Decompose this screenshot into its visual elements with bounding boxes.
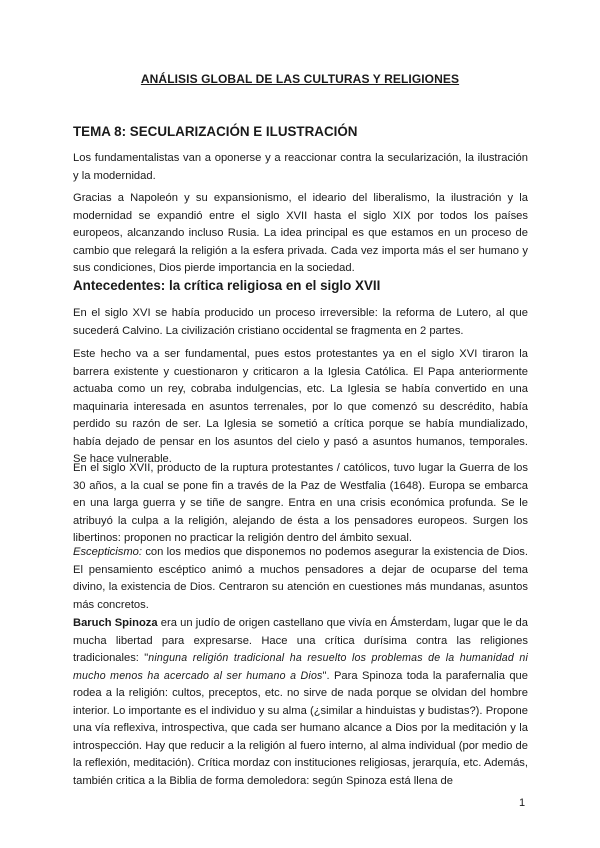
paragraph-fundamentalistas: Los fundamentalistas van a oponerse y a reaccionar contra la secularización, la ilustración y la modernidad. bbox=[73, 152, 528, 182]
section-heading: Antecedentes: la crítica religiosa en el siglo XVII bbox=[73, 278, 381, 293]
paragraph-escepticismo bbox=[73, 544, 528, 614]
spinoza-name: Baruch Spinoza bbox=[73, 617, 158, 629]
spinoza-quote: ninguna religión tradicional ha resuelto los problemas de la humanidad ni mucho menos ha acercado al ser humano a Dios bbox=[73, 652, 529, 682]
paragraph-reforma: En el siglo XVI se había producido un proceso irreversible: la reforma de Lutero, al que sucederá Calvino. La civilización cristiano occidental se fragmenta en 2 partes. bbox=[73, 307, 528, 337]
paragraph-spinoza bbox=[73, 615, 528, 790]
paragraph-napoleon: Gracias a Napoleón y su expansionismo, el ideario del liberalismo, la ilustración y la modernidad se expandió entre el siglo XVII hasta el siglo XIX por todos los países europeos, alcanzando incluso Rusia. La idea principal es que estamos en un proceso de cambio que relegará la religión a la esfera privada. Cada vez importa más el ser humano y sus condiciones, Dios pierde importancia en la sociedad. bbox=[73, 192, 528, 274]
page-number: 1 bbox=[519, 797, 526, 809]
document-title: ANÁLISIS GLOBAL DE LAS CULTURAS Y RELIGIONES bbox=[140, 72, 460, 86]
escepticismo-term: Escepticismo: bbox=[73, 546, 143, 558]
paragraph-guerra: En el siglo XVII, producto de la ruptura protestantes / católicos, tuvo lugar la Guerra de los 30 años, a la cual se pone fin a través de la Paz de Westfalia (1648). Europa se embarca en una larga guerra y se tiñe de sangre. Entra en una crisis económica profunda. Se le atribuyó la culpa a la religión, alejando de ésta a los pensadores europeos. Surgen los libertinos: proponen no practicar la religión dentro del ámbito sexual. bbox=[73, 462, 528, 544]
escepticismo-text: con los medios que disponemos no podemos asegurar la existencia de Dios. El pensamiento escéptico animó a muchos pensadores a dejar de ocuparse del tema divino, la existencia de Dios. Centraron su atención en cuestiones más mundanas, asuntos más concretos. bbox=[73, 546, 528, 611]
spinoza-text-a: era un judío de origen castellano que vivía en Ámsterdam, lugar que le da mucha libertad para expresarse. Hace una crítica durísima contra las religiones tradicionales: " bbox=[73, 617, 528, 664]
spinoza-text-b: ". Para Spinoza toda la parafernalia que rodea a la religión: cultos, preceptos, etc. no sirve de nada porque se olvidan del hombre interior. Lo importante es el individuo y su alma (¿similar a hinduistas y budistas?). Propone una vía reflexiva, introspectiva, que cada ser humano alcance a Dios por la meditación y la introspección. Hay que reducir a la religión al fuero interno, al alma individual (por medio de la reflexión, meditación). Crítica mordaz con instituciones religiosas, jerarquía, etc. Además, también critica a la Biblia de forma demoledora: según Spinoza está llena de bbox=[73, 669, 528, 787]
tema-heading: TEMA 8: SECULARIZACIÓN E ILUSTRACIÓN bbox=[73, 124, 358, 139]
paragraph-protestantes: Este hecho va a ser fundamental, pues estos protestantes ya en el siglo XVI tiraron la barrera existente y cuestionaron y criticaron a la Iglesia Católica. El Papa anteriormente actuaba como un rey, cobraba indulgencias, etc. La Iglesia se había convertido en una maquinaria interesada en asuntos terrenales, por lo que comenzó su descrédito, había perdido su razón de ser. La Iglesia se sometió a crítica porque se había mundializado, había dejado de pensar en los asuntos del cielo y pasó a asuntos humanos, temporales. Se hace vulnerable. bbox=[73, 348, 528, 465]
